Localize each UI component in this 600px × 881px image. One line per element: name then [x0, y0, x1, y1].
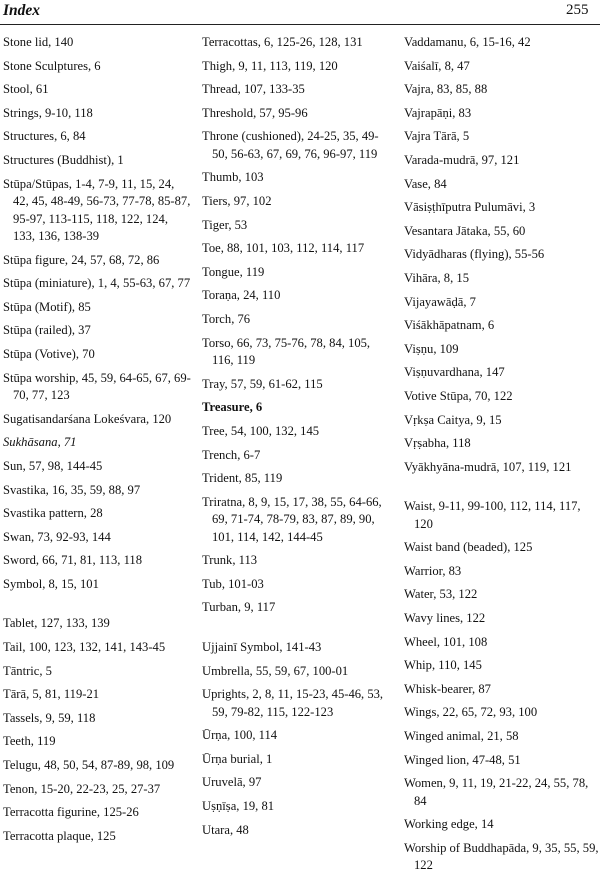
- index-entry: Viṣṇuvardhana, 147: [404, 365, 505, 380]
- index-entry: Triratna, 8, 9, 15, 17, 38, 55, 64-66, 69, 71-74, 78-79, 83, 87, 89, 90, 101, 114, 142, 144-45: [202, 494, 382, 544]
- index-entry: Strings, 9-10, 118: [3, 105, 93, 120]
- index-entry: Water, 53, 122: [404, 587, 478, 602]
- index-entry: Stone Sculptures, 6: [3, 58, 101, 73]
- index-entry: Sun, 57, 98, 144-45: [3, 458, 103, 473]
- index-entry: Umbrella, 55, 59, 67, 100-01: [202, 663, 349, 678]
- index-entry: Vajra, 83, 85, 88: [404, 82, 488, 97]
- index-entry: Stūpa (Motif), 85: [3, 299, 91, 314]
- index-entry: Turban, 9, 117: [202, 600, 276, 615]
- index-entry: Tāntric, 5: [3, 663, 52, 678]
- index-entry: Wings, 22, 65, 72, 93, 100: [404, 705, 538, 720]
- index-entry: Tongue, 119: [202, 264, 265, 279]
- index-entry: Uruvelā, 97: [202, 775, 262, 790]
- header-rule: [0, 24, 600, 25]
- index-entry: Thumb, 103: [202, 170, 264, 185]
- index-entry: Tiger, 53: [202, 217, 248, 232]
- index-entry: Sugatisandarśana Lokeśvara, 120: [3, 411, 172, 426]
- index-entry: Vṛṣabha, 118: [404, 436, 471, 451]
- index-entry: Torso, 66, 73, 75-76, 78, 84, 105, 116, 119: [202, 335, 371, 368]
- index-entry: Swan, 73, 92-93, 144: [3, 529, 111, 544]
- index-entry: Ujjainī Symbol, 141-43: [202, 639, 322, 654]
- section-title: Index: [3, 2, 41, 19]
- index-entry: Working edge, 14: [404, 817, 494, 832]
- index-column-3: [404, 34, 600, 881]
- index-entry: Winged lion, 47-48, 51: [404, 752, 521, 767]
- index-entry: Vajrapāṇi, 83: [404, 105, 472, 120]
- index-entry: Svastika pattern, 28: [3, 506, 103, 521]
- index-entry: Teeth, 119: [3, 734, 56, 749]
- index-entry: Symbol, 8, 15, 101: [3, 576, 99, 591]
- index-entry: Votive Stūpa, 70, 122: [404, 388, 513, 403]
- index-entry: Structures, 6, 84: [3, 129, 86, 144]
- index-entry: Tree, 54, 100, 132, 145: [202, 423, 320, 438]
- index-entry: Uprights, 2, 8, 11, 15-23, 45-46, 53, 59, 79-82, 115, 122-123: [202, 687, 384, 719]
- index-entry: Tablet, 127, 133, 139: [3, 616, 110, 631]
- page-number: 255: [566, 2, 589, 18]
- index-entry: Torch, 76: [202, 312, 251, 327]
- index-entry: Vāsiṣṭhīputra Pulumāvi, 3: [404, 200, 536, 215]
- index-entry: Stūpa figure, 24, 57, 68, 72, 86: [3, 252, 160, 267]
- index-entry: Whisk-bearer, 87: [404, 681, 491, 696]
- index-entry: Stool, 61: [3, 82, 49, 97]
- index-entry: Whip, 110, 145: [404, 658, 482, 673]
- index-entry: Vyākhyāna-mudrā, 107, 119, 121: [404, 459, 572, 474]
- index-entry: Tassels, 9, 59, 118: [3, 710, 96, 725]
- index-entry: Waist, 9-11, 99-100, 112, 114, 117, 120: [404, 499, 581, 531]
- index-entry: Thread, 107, 133-35: [202, 82, 305, 97]
- index-entry: Sukhāsana, 71: [3, 435, 77, 450]
- index-entry: Trench, 6-7: [202, 447, 261, 462]
- index-entry: Tiers, 97, 102: [202, 194, 272, 209]
- index-entry: Vaiśalī, 8, 47: [404, 58, 470, 73]
- index-entry: Stone lid, 140: [3, 35, 74, 49]
- index-entry: Ūrṇa burial, 1: [202, 751, 273, 766]
- index-entry: Tārā, 5, 81, 119-21: [3, 687, 100, 702]
- index-entry: Worship of Buddhapāda, 9, 35, 55, 59, 122: [404, 840, 599, 873]
- index-entry: Tenon, 15-20, 22-23, 25, 27-37: [3, 781, 161, 796]
- index-entry: Vase, 84: [404, 176, 447, 191]
- index-entry: Tail, 100, 123, 132, 141, 143-45: [3, 639, 166, 654]
- index-entry: Vidyādharas (flying), 55-56: [404, 247, 545, 262]
- index-entry: Telugu, 48, 50, 54, 87-89, 98, 109: [3, 757, 175, 772]
- index-entry: Threshold, 57, 95-96: [202, 105, 308, 120]
- index-entry: Women, 9, 11, 19, 21-22, 24, 55, 78, 84: [404, 776, 589, 808]
- index-entry: Vesantara Jātaka, 55, 60: [404, 223, 526, 238]
- index-entry: Viṣṇu, 109: [404, 341, 459, 356]
- index-entry: Toraṇa, 24, 110: [202, 288, 281, 303]
- index-entry: Waist band (beaded), 125: [404, 540, 533, 555]
- index-entry: Throne (cushioned), 24-25, 35, 49-50, 56-63, 67, 69, 76, 96-97, 119: [202, 129, 379, 161]
- index-entry: Vijayawāḍā, 7: [404, 294, 476, 309]
- index-entry: Winged animal, 21, 58: [404, 729, 519, 744]
- index-entry: Varada-mudrā, 97, 121: [404, 152, 520, 167]
- index-entry: Viśākhāpatnam, 6: [404, 318, 495, 333]
- index-entry: Tub, 101-03: [202, 576, 264, 591]
- index-entry: Ūrṇa, 100, 114: [202, 728, 278, 743]
- index-entry: Stūpa (miniature), 1, 4, 55-63, 67, 77: [3, 276, 191, 291]
- index-entry: Stūpa (railed), 37: [3, 323, 91, 338]
- index-entry: Terracotta figurine, 125-26: [3, 805, 139, 820]
- index-entry: Tray, 57, 59, 61-62, 115: [202, 376, 323, 391]
- index-entry: Stūpa/Stūpas, 1-4, 7-9, 11, 15, 24, 42, 45, 48-49, 56-73, 77-78, 85-87, 95-97, 113-115, 118, 122, 124, 133, 136, 138-39: [3, 176, 191, 244]
- index-entry: Wheel, 101, 108: [404, 634, 488, 649]
- index-entry: Vṛkṣa Caitya, 9, 15: [404, 412, 502, 427]
- index-entry: Structures (Buddhist), 1: [3, 152, 124, 167]
- index-entry: Sword, 66, 71, 81, 113, 118: [3, 553, 142, 568]
- index-entry: Uṣṇīṣa, 19, 81: [202, 799, 275, 814]
- index-entry: Trunk, 113: [202, 553, 258, 568]
- index-column-2: [202, 34, 390, 845]
- index-entry: Vajra Tārā, 5: [404, 129, 470, 144]
- index-entry: Utara, 48: [202, 822, 249, 837]
- index-entry: Stūpa (Votive), 70: [3, 347, 95, 362]
- index-entry: Thigh, 9, 11, 113, 119, 120: [202, 58, 338, 73]
- index-entry: Vihāra, 8, 15: [404, 270, 469, 285]
- index-entry: Terracotta plaque, 125: [3, 828, 116, 843]
- index-entry: Toe, 88, 101, 103, 112, 114, 117: [202, 241, 365, 256]
- index-entry: Wavy lines, 122: [404, 611, 486, 626]
- index-entry: Vaddamanu, 6, 15-16, 42: [404, 35, 531, 49]
- index-entry: Stūpa worship, 45, 59, 64-65, 67, 69-70, 77, 123: [3, 370, 191, 403]
- index-column-1: [3, 34, 191, 851]
- index-entry: Svastika, 16, 35, 59, 88, 97: [3, 482, 141, 497]
- index-entry: Warrior, 83: [404, 563, 462, 578]
- index-entry: Trident, 85, 119: [202, 471, 283, 486]
- index-entry: Treasure, 6: [202, 400, 263, 415]
- index-entry: Terracottas, 6, 125-26, 128, 131: [202, 35, 363, 49]
